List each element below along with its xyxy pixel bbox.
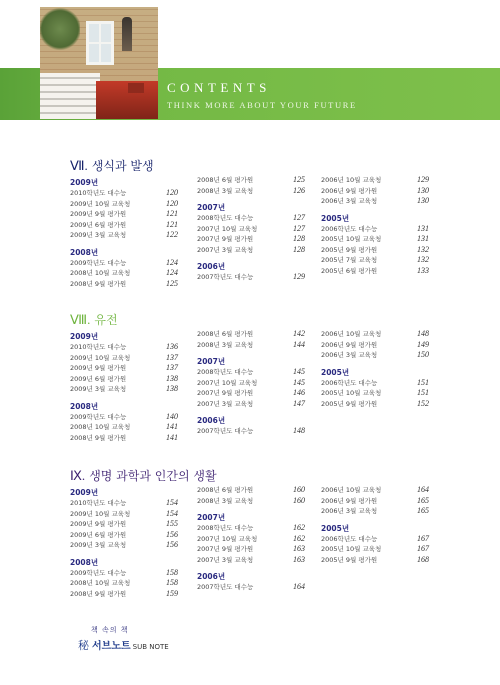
toc-entry <box>197 523 305 534</box>
toc-page-number: 133 <box>417 265 429 275</box>
toc-year-group <box>321 329 429 361</box>
toc-year-group <box>197 329 305 350</box>
toc-page-number: 154 <box>166 508 178 518</box>
toc-entry-label: 2007학년도 대수능 <box>197 427 254 435</box>
subnote-title <box>78 637 169 653</box>
toc-page-number: 141 <box>166 422 178 431</box>
toc-entry <box>321 196 429 207</box>
toc-entry <box>70 578 178 589</box>
year-heading: 2008년 <box>70 401 99 411</box>
toc-entry <box>321 175 429 186</box>
toc-page-number: 130 <box>417 185 429 195</box>
toc-entry <box>197 388 305 399</box>
subnote-korean: 서브노트 <box>92 641 131 652</box>
toc-page-number: 126 <box>293 185 305 195</box>
toc-page-number: 159 <box>166 588 178 598</box>
toc-entry-label: 2008년 9월 평가원 <box>70 279 127 288</box>
year-heading: 2009년 <box>70 332 99 341</box>
toc-entry-label: 2008년 3월 교육청 <box>197 496 254 505</box>
section-title-9 <box>70 467 217 484</box>
toc-column <box>70 485 178 605</box>
toc-entry <box>321 329 429 340</box>
toc-page-number: 162 <box>293 533 305 543</box>
toc-entry-label: 2009년 3월 교육청 <box>70 231 127 239</box>
toc-entry <box>321 388 429 399</box>
toc-entry <box>197 186 305 197</box>
toc-entry-label: 2007년 9월 평가원 <box>197 545 254 553</box>
toc-page-number: 138 <box>166 373 178 383</box>
toc-entry-label: 2008년 3월 교육청 <box>197 340 254 349</box>
toc-entry <box>197 544 305 555</box>
toc-entry-label: 2008년 9월 평가원 <box>70 433 127 442</box>
toc-entry <box>70 230 178 241</box>
year-heading: 2006년 <box>197 416 226 425</box>
toc-entry <box>321 378 429 389</box>
toc-page-number: 167 <box>417 544 429 553</box>
toc-entry-label: 2008년 10월 교육청 <box>70 269 131 277</box>
toc-page-number: 152 <box>417 398 429 408</box>
toc-column <box>70 329 178 449</box>
toc-page-number: 145 <box>293 367 305 376</box>
toc-entry-label: 2007년 9월 평가원 <box>197 235 254 243</box>
toc-entry <box>197 582 305 593</box>
toc-entry <box>321 485 429 496</box>
toc-entry-label: 2006년 3월 교육청 <box>321 351 378 359</box>
toc-page-number: 129 <box>293 272 305 281</box>
toc-entry-label: 2005년 9월 평가원 <box>321 245 378 254</box>
toc-page-number: 138 <box>166 384 178 393</box>
year-heading: 2005년 <box>321 213 350 223</box>
toc-entry <box>70 433 178 444</box>
toc-entry-label: 2010학년도 대수능 <box>70 189 127 197</box>
toc-entry <box>321 245 429 256</box>
toc-page-number: 150 <box>417 350 429 359</box>
year-heading: 2005년 <box>321 523 350 533</box>
toc-page-number: 121 <box>166 209 178 218</box>
toc-page-number: 165 <box>417 506 429 515</box>
toc-entry <box>70 422 178 433</box>
toc-entry-label: 2010학년도 대수능 <box>70 343 127 351</box>
toc-entry <box>321 340 429 351</box>
year-heading: 2005년 <box>321 367 350 377</box>
toc-entry <box>197 245 305 256</box>
toc-page-number: 125 <box>293 175 305 184</box>
toc-page-number: 156 <box>166 540 178 549</box>
toc-entry <box>321 534 429 545</box>
toc-page-number: 146 <box>293 388 305 397</box>
toc-year-group <box>321 523 429 566</box>
year-heading: 2007년 <box>197 357 226 366</box>
toc-entry-label: 2007학년도 대수능 <box>197 273 254 281</box>
toc-page-number: 164 <box>417 485 429 494</box>
toc-entry <box>197 234 305 245</box>
toc-entry-label: 2007년 3월 교육청 <box>197 555 254 564</box>
year-heading: 2007년 <box>197 513 226 522</box>
footer-caption: 책 속의 책 <box>91 626 129 634</box>
toc-entry <box>197 426 305 437</box>
toc-page-number: 151 <box>417 388 429 397</box>
toc-entry-label: 2008학년도 대수능 <box>197 524 254 532</box>
toc-page-number: 140 <box>166 411 178 421</box>
toc-entry <box>70 279 178 290</box>
toc-entry-label: 2006년 10월 교육청 <box>321 176 382 184</box>
toc-column <box>197 485 305 599</box>
toc-year-group <box>70 487 178 551</box>
toc-page-number: 156 <box>166 529 178 539</box>
toc-entry-label: 2005년 10월 교육청 <box>321 389 382 397</box>
toc-year-group <box>70 557 178 600</box>
toc-entry <box>197 496 305 507</box>
toc-page-number: 128 <box>293 234 305 243</box>
toc-entry <box>70 220 178 231</box>
toc-page-number: 131 <box>417 234 429 243</box>
toc-entry <box>321 224 429 235</box>
toc-entry-label: 2009년 6월 평가원 <box>70 220 127 229</box>
toc-page-number: 136 <box>166 342 178 351</box>
toc-year-group <box>321 485 429 517</box>
toc-entry-label: 2006학년도 대수능 <box>321 534 378 543</box>
toc-entry <box>321 555 429 566</box>
toc-entry <box>70 363 178 374</box>
toc-page-number: 147 <box>293 398 305 408</box>
toc-page-number: 165 <box>417 495 429 505</box>
toc-page-number: 120 <box>166 188 178 197</box>
toc-page-number: 131 <box>417 223 429 233</box>
toc-year-group <box>321 175 429 207</box>
toc-entry <box>197 329 305 340</box>
section-title-7 <box>70 157 154 174</box>
toc-page-number: 120 <box>166 198 178 208</box>
toc-entry-label: 2006학년도 대수능 <box>321 378 378 387</box>
toc-entry-label: 2007년 10월 교육청 <box>197 534 258 543</box>
toc-entry-label: 2006년 10월 교육청 <box>321 330 382 338</box>
toc-entry-label: 2007년 3월 교육청 <box>197 399 254 408</box>
toc-entry-label: 2009학년도 대수능 <box>70 568 127 577</box>
toc-entry <box>197 534 305 545</box>
toc-entry <box>321 496 429 507</box>
toc-entry <box>70 498 178 509</box>
toc-year-group <box>321 367 429 410</box>
toc-entry <box>197 175 305 186</box>
toc-entry <box>70 384 178 395</box>
toc-column <box>321 329 429 415</box>
toc-page-number: 158 <box>166 578 178 587</box>
toc-column <box>321 485 429 571</box>
toc-entry <box>321 266 429 277</box>
toc-entry-label: 2009학년도 대수능 <box>70 258 127 267</box>
year-heading: 2008년 <box>70 247 99 257</box>
toc-entry <box>70 258 178 269</box>
toc-page-number: 163 <box>293 554 305 564</box>
toc-entry <box>321 350 429 361</box>
toc-entry-label: 2009년 10월 교육청 <box>70 353 131 362</box>
toc-entry-label: 2009학년도 대수능 <box>70 412 127 421</box>
toc-page-number: 145 <box>293 377 305 387</box>
toc-entry <box>197 555 305 566</box>
toc-page-number: 160 <box>293 485 305 494</box>
toc-entry-label: 2006년 3월 교육청 <box>321 507 378 515</box>
toc-page-number: 127 <box>293 213 305 222</box>
toc-page-number: 167 <box>417 533 429 543</box>
toc-entry <box>197 272 305 283</box>
toc-entry <box>197 399 305 410</box>
toc-column <box>321 175 429 282</box>
toc-entry <box>70 268 178 279</box>
toc-entry-label: 2010학년도 대수능 <box>70 499 127 507</box>
toc-entry-label: 2009년 10월 교육청 <box>70 509 131 518</box>
toc-entry <box>70 188 178 199</box>
toc-year-group <box>197 571 305 593</box>
year-heading: 2006년 <box>197 262 226 271</box>
toc-entry-label: 2005년 7월 교육청 <box>321 256 378 264</box>
toc-year-group <box>197 415 305 437</box>
toc-entry-label: 2006년 9월 평가원 <box>321 340 378 349</box>
toc-entry-label: 2009년 9월 평가원 <box>70 520 127 528</box>
toc-entry <box>321 255 429 266</box>
section-heading: 생식과 발생 <box>91 159 154 173</box>
toc-entry <box>197 367 305 378</box>
section-heading: 생명 과학과 인간의 생활 <box>89 469 217 483</box>
toc-entry-label: 2008년 10월 교육청 <box>70 579 131 587</box>
toc-entry-label: 2007년 9월 평가원 <box>197 389 254 397</box>
toc-entry-label: 2007년 3월 교육청 <box>197 245 254 254</box>
toc-year-group <box>197 202 305 255</box>
toc-page-number: 163 <box>293 544 305 553</box>
toc-entry-label: 2009년 10월 교육청 <box>70 199 131 208</box>
toc-entry-label: 2006학년도 대수능 <box>321 224 378 233</box>
toc-entry <box>197 485 305 496</box>
toc-page-number: 148 <box>293 426 305 435</box>
toc-entry-label: 2009년 3월 교육청 <box>70 385 127 393</box>
toc-entry-label: 2006년 9월 평가원 <box>321 186 378 195</box>
toc-page-number: 132 <box>417 255 429 264</box>
toc-entry-label: 2008년 3월 교육청 <box>197 186 254 195</box>
secret-seal-icon: 秘 <box>78 639 89 652</box>
toc-year-group <box>197 485 305 506</box>
toc-entry <box>70 509 178 520</box>
banner-title: CONTENTS <box>167 80 271 95</box>
toc-entry <box>321 186 429 197</box>
toc-entry-label: 2006년 10월 교육청 <box>321 486 382 494</box>
toc-entry-label: 2009년 3월 교육청 <box>70 541 127 549</box>
toc-entry <box>70 589 178 600</box>
toc-year-group <box>197 512 305 565</box>
toc-entry-label: 2008학년도 대수능 <box>197 214 254 222</box>
banner-subtitle: THINK MORE ABOUT YOUR FUTURE <box>167 100 357 110</box>
toc-year-group <box>70 247 178 290</box>
toc-page-number: 122 <box>166 230 178 239</box>
toc-entry-label: 2005년 10월 교육청 <box>321 235 382 243</box>
toc-entry-label: 2007년 10월 교육청 <box>197 378 258 387</box>
toc-entry-label: 2008년 9월 평가원 <box>70 589 127 598</box>
toc-page-number: 154 <box>166 498 178 507</box>
toc-entry <box>70 374 178 385</box>
toc-page-number: 129 <box>417 175 429 184</box>
toc-entry-label: 2005년 9월 평가원 <box>321 555 378 564</box>
toc-year-group <box>197 261 305 283</box>
toc-page-number: 144 <box>293 339 305 349</box>
toc-page-number: 160 <box>293 495 305 505</box>
toc-year-group <box>321 213 429 277</box>
toc-entry-label: 2005년 9월 평가원 <box>321 399 378 408</box>
toc-page-number: 155 <box>166 519 178 528</box>
toc-page-number: 164 <box>293 582 305 591</box>
section-number: Ⅶ. <box>70 158 88 173</box>
toc-entry-label: 2008학년도 대수능 <box>197 368 254 376</box>
toc-page-number: 125 <box>166 278 178 288</box>
section-number: Ⅸ. <box>70 468 86 483</box>
toc-page-number: 151 <box>417 377 429 387</box>
toc-entry-label: 2009년 9월 평가원 <box>70 210 127 218</box>
toc-page-number: 124 <box>166 268 178 277</box>
toc-entry-label: 2005년 6월 평가원 <box>321 266 378 275</box>
toc-entry-label: 2006년 9월 평가원 <box>321 496 378 505</box>
toc-entry <box>197 340 305 351</box>
year-heading: 2006년 <box>197 572 226 581</box>
toc-entry-label: 2006년 3월 교육청 <box>321 197 378 205</box>
toc-entry <box>70 530 178 541</box>
year-heading: 2009년 <box>70 178 99 187</box>
toc-page-number: 130 <box>417 196 429 205</box>
toc-entry-label: 2005년 10월 교육청 <box>321 545 382 553</box>
toc-entry <box>321 234 429 245</box>
toc-entry-label: 2008년 6월 평가원 <box>197 486 254 494</box>
toc-entry <box>70 209 178 220</box>
toc-page-number: 168 <box>417 554 429 564</box>
toc-entry <box>321 544 429 555</box>
subnote-english: SUB NOTE <box>132 643 169 651</box>
section-heading: 유전 <box>94 313 118 327</box>
toc-entry-label: 2008년 6월 평가원 <box>197 330 254 338</box>
toc-page-number: 162 <box>293 523 305 532</box>
toc-entry-label: 2009년 6월 평가원 <box>70 530 127 539</box>
year-heading: 2007년 <box>197 203 226 212</box>
toc-page-number: 158 <box>166 567 178 577</box>
toc-entry <box>70 199 178 210</box>
toc-page-number: 142 <box>293 329 305 338</box>
toc-entry-label: 2008년 6월 평가원 <box>197 176 254 184</box>
toc-entry-label: 2009년 6월 평가원 <box>70 374 127 383</box>
toc-page-number: 121 <box>166 219 178 229</box>
toc-page-number: 124 <box>166 257 178 267</box>
toc-entry <box>70 412 178 423</box>
toc-entry <box>70 540 178 551</box>
toc-entry <box>70 568 178 579</box>
toc-entry-label: 2009년 9월 평가원 <box>70 364 127 372</box>
toc-year-group <box>70 331 178 395</box>
toc-entry-label: 2008년 10월 교육청 <box>70 423 131 431</box>
toc-page-number: 137 <box>166 352 178 362</box>
toc-entry <box>197 378 305 389</box>
toc-year-group <box>70 177 178 241</box>
toc-page-number: 132 <box>417 244 429 254</box>
toc-entry <box>321 399 429 410</box>
toc-entry <box>70 353 178 364</box>
toc-page-number: 148 <box>417 329 429 338</box>
toc-entry-label: 2007학년도 대수능 <box>197 583 254 591</box>
house-photo <box>40 7 158 119</box>
toc-entry <box>197 224 305 235</box>
toc-page-number: 127 <box>293 223 305 233</box>
section-title-8 <box>70 311 118 328</box>
toc-page-number: 149 <box>417 339 429 349</box>
toc-entry <box>197 213 305 224</box>
toc-entry <box>321 506 429 517</box>
section-number: Ⅷ. <box>70 312 91 327</box>
year-heading: 2009년 <box>70 488 99 497</box>
toc-column <box>70 175 178 295</box>
toc-page-number: 141 <box>166 432 178 442</box>
toc-year-group <box>70 401 178 444</box>
toc-entry <box>70 519 178 530</box>
toc-column <box>197 329 305 443</box>
toc-entry <box>70 342 178 353</box>
toc-entry-label: 2007년 10월 교육청 <box>197 224 258 233</box>
toc-year-group <box>197 356 305 409</box>
toc-column <box>197 175 305 289</box>
year-heading: 2008년 <box>70 557 99 567</box>
toc-page-number: 128 <box>293 244 305 254</box>
toc-page-number: 137 <box>166 363 178 372</box>
toc-year-group <box>197 175 305 196</box>
